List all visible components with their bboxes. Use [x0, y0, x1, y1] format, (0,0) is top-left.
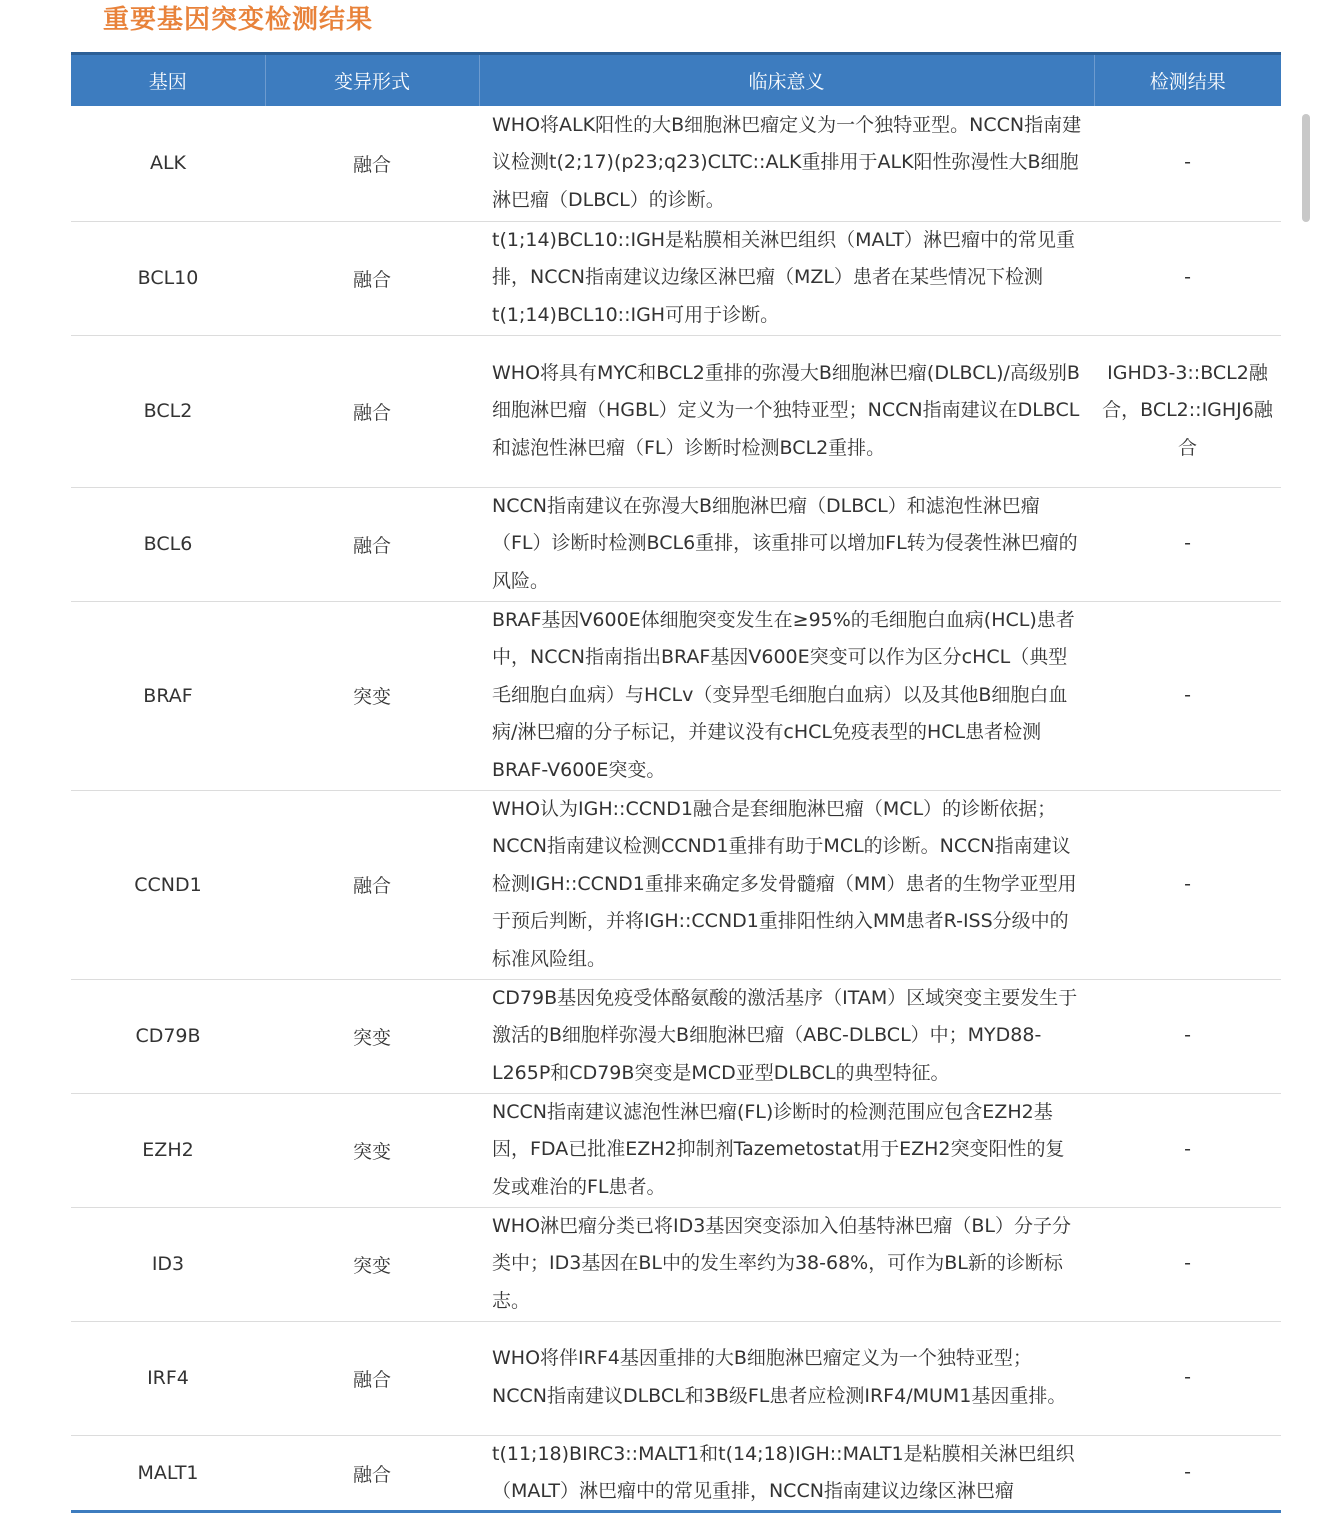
gene-cell: MALT1 [71, 1435, 265, 1511]
gene-cell: BCL6 [71, 487, 265, 601]
variant-type-cell: 融合 [265, 1321, 479, 1435]
gene-cell: ID3 [71, 1207, 265, 1321]
table-row [71, 1093, 1281, 1207]
header-clinical-significance: 临床意义 [479, 54, 1094, 107]
test-result-cell: - [1094, 1093, 1281, 1207]
gene-cell: EZH2 [71, 1093, 265, 1207]
gene-cell: BRAF [71, 601, 265, 790]
test-result-cell: - [1094, 601, 1281, 790]
variant-type-cell: 融合 [265, 221, 479, 335]
clinical-significance-cell: t(11;18)BIRC3::MALT1和t(14;18)IGH::MALT1是粘膜相关淋巴组织（MALT）淋巴瘤中的常见重排，NCCN指南建议边缘区淋巴瘤 [479, 1435, 1094, 1511]
gene-cell: CD79B [71, 979, 265, 1093]
table-row [71, 601, 1281, 790]
clinical-significance-cell: NCCN指南建议在弥漫大B细胞淋巴瘤（DLBCL）和滤泡性淋巴瘤（FL）诊断时检测BCL6重排，该重排可以增加FL转为侵袭性淋巴瘤的风险。 [479, 487, 1094, 601]
table-row [71, 1207, 1281, 1321]
table-row [71, 487, 1281, 601]
variant-type-cell: 突变 [265, 601, 479, 790]
table-header-row [71, 54, 1281, 107]
test-result-cell: - [1094, 790, 1281, 979]
header-variant-type: 变异形式 [265, 54, 479, 107]
table-row [71, 1435, 1281, 1511]
variant-type-cell: 融合 [265, 790, 479, 979]
variant-type-cell: 融合 [265, 106, 479, 221]
header-gene: 基因 [71, 54, 265, 107]
header-test-result: 检测结果 [1149, 71, 1226, 93]
variant-type-cell: 突变 [265, 979, 479, 1093]
gene-cell: BCL2 [71, 335, 265, 487]
table-row [71, 335, 1281, 487]
test-result-cell: - [1094, 1207, 1281, 1321]
test-result-cell: - [1094, 1435, 1281, 1511]
table-row [71, 979, 1281, 1093]
table-bottom-border [71, 1510, 1281, 1513]
variant-type-cell: 突变 [265, 1093, 479, 1207]
clinical-significance-cell: WHO认为IGH::CCND1融合是套细胞淋巴瘤（MCL）的诊断依据；NCCN指南建议检测CCND1重排有助于MCL的诊断。NCCN指南建议检测IGH::CCND1重排来确定多发骨髓瘤（MM）患者的生物学亚型用于预后判断，并将IGH::CCND1重排阳性纳入MM患者R-ISS分级中的标准风险组。 [479, 790, 1094, 979]
clinical-significance-cell: CD79B基因免疫受体酪氨酸的激活基序（ITAM）区域突变主要发生于激活的B细胞样弥漫大B细胞淋巴瘤（ABC-DLBCL）中；MYD88-L265P和CD79B突变是MCD亚型DLBCL的典型特征。 [479, 979, 1094, 1093]
table-row [71, 1321, 1281, 1435]
test-result-cell: - [1094, 1321, 1281, 1435]
clinical-significance-cell: t(1;14)BCL10::IGH是粘膜相关淋巴组织（MALT）淋巴瘤中的常见重排，NCCN指南建议边缘区淋巴瘤（MZL）患者在某些情况下检测t(1;14)BCL10::IGH可用于诊断。 [479, 221, 1094, 335]
gene-mutation-table [71, 52, 1281, 1512]
gene-mutation-table-container [71, 52, 1281, 1512]
table-row [71, 221, 1281, 335]
clinical-significance-cell: WHO将具有MYC和BCL2重排的弥漫大B细胞淋巴瘤(DLBCL)/高级别B细胞淋巴瘤（HGBL）定义为一个独特亚型；NCCN指南建议在DLBCL和滤泡性淋巴瘤（FL）诊断时检测BCL2重排。 [479, 335, 1094, 487]
gene-cell: CCND1 [71, 790, 265, 979]
vertical-scrollbar[interactable] [1302, 114, 1310, 222]
clinical-significance-cell: BRAF基因V600E体细胞突变发生在≥95%的毛细胞白血病(HCL)患者中，NCCN指南指出BRAF基因V600E突变可以作为区分cHCL（典型毛细胞白血病）与HCLv（变异型毛细胞白血病）以及其他B细胞白血病/淋巴瘤的分子标记，并建议没有cHCL免疫表型的HCL患者检测BRAF-V600E突变。 [479, 601, 1094, 790]
variant-type-cell: 突变 [265, 1207, 479, 1321]
gene-cell: ALK [71, 106, 265, 221]
gene-cell: BCL10 [71, 221, 265, 335]
variant-type-cell: 融合 [265, 487, 479, 601]
gene-cell: IRF4 [71, 1321, 265, 1435]
variant-type-cell: 融合 [265, 1435, 479, 1511]
section-title: 重要基因突变检测结果 [103, 5, 374, 35]
table-row [71, 106, 1281, 221]
test-result-cell: - [1094, 221, 1281, 335]
clinical-significance-cell: NCCN指南建议滤泡性淋巴瘤(FL)诊断时的检测范围应包含EZH2基因，FDA已批准EZH2抑制剂Tazemetostat用于EZH2突变阳性的复发或难治的FL患者。 [479, 1093, 1094, 1207]
table-row [71, 790, 1281, 979]
clinical-significance-cell: WHO淋巴瘤分类已将ID3基因突变添加入伯基特淋巴瘤（BL）分子分类中；ID3基因在BL中的发生率约为38-68%，可作为BL新的诊断标志。 [479, 1207, 1094, 1321]
test-result-cell: - [1094, 979, 1281, 1093]
clinical-significance-cell: WHO将伴IRF4基因重排的大B细胞淋巴瘤定义为一个独特亚型；NCCN指南建议DLBCL和3B级FL患者应检测IRF4/MUM1基因重排。 [479, 1321, 1094, 1435]
clinical-significance-cell: WHO将ALK阳性的大B细胞淋巴瘤定义为一个独特亚型。NCCN指南建议检测t(2;17)(p23;q23)CLTC::ALK重排用于ALK阳性弥漫性大B细胞淋巴瘤（DLBCL）的诊断。 [479, 106, 1094, 221]
variant-type-cell: 融合 [265, 335, 479, 487]
test-result-cell: - [1094, 106, 1281, 221]
test-result-cell: - [1094, 487, 1281, 601]
test-result-cell: IGHD3-3::BCL2融合，BCL2::IGHJ6融合 [1094, 335, 1281, 487]
